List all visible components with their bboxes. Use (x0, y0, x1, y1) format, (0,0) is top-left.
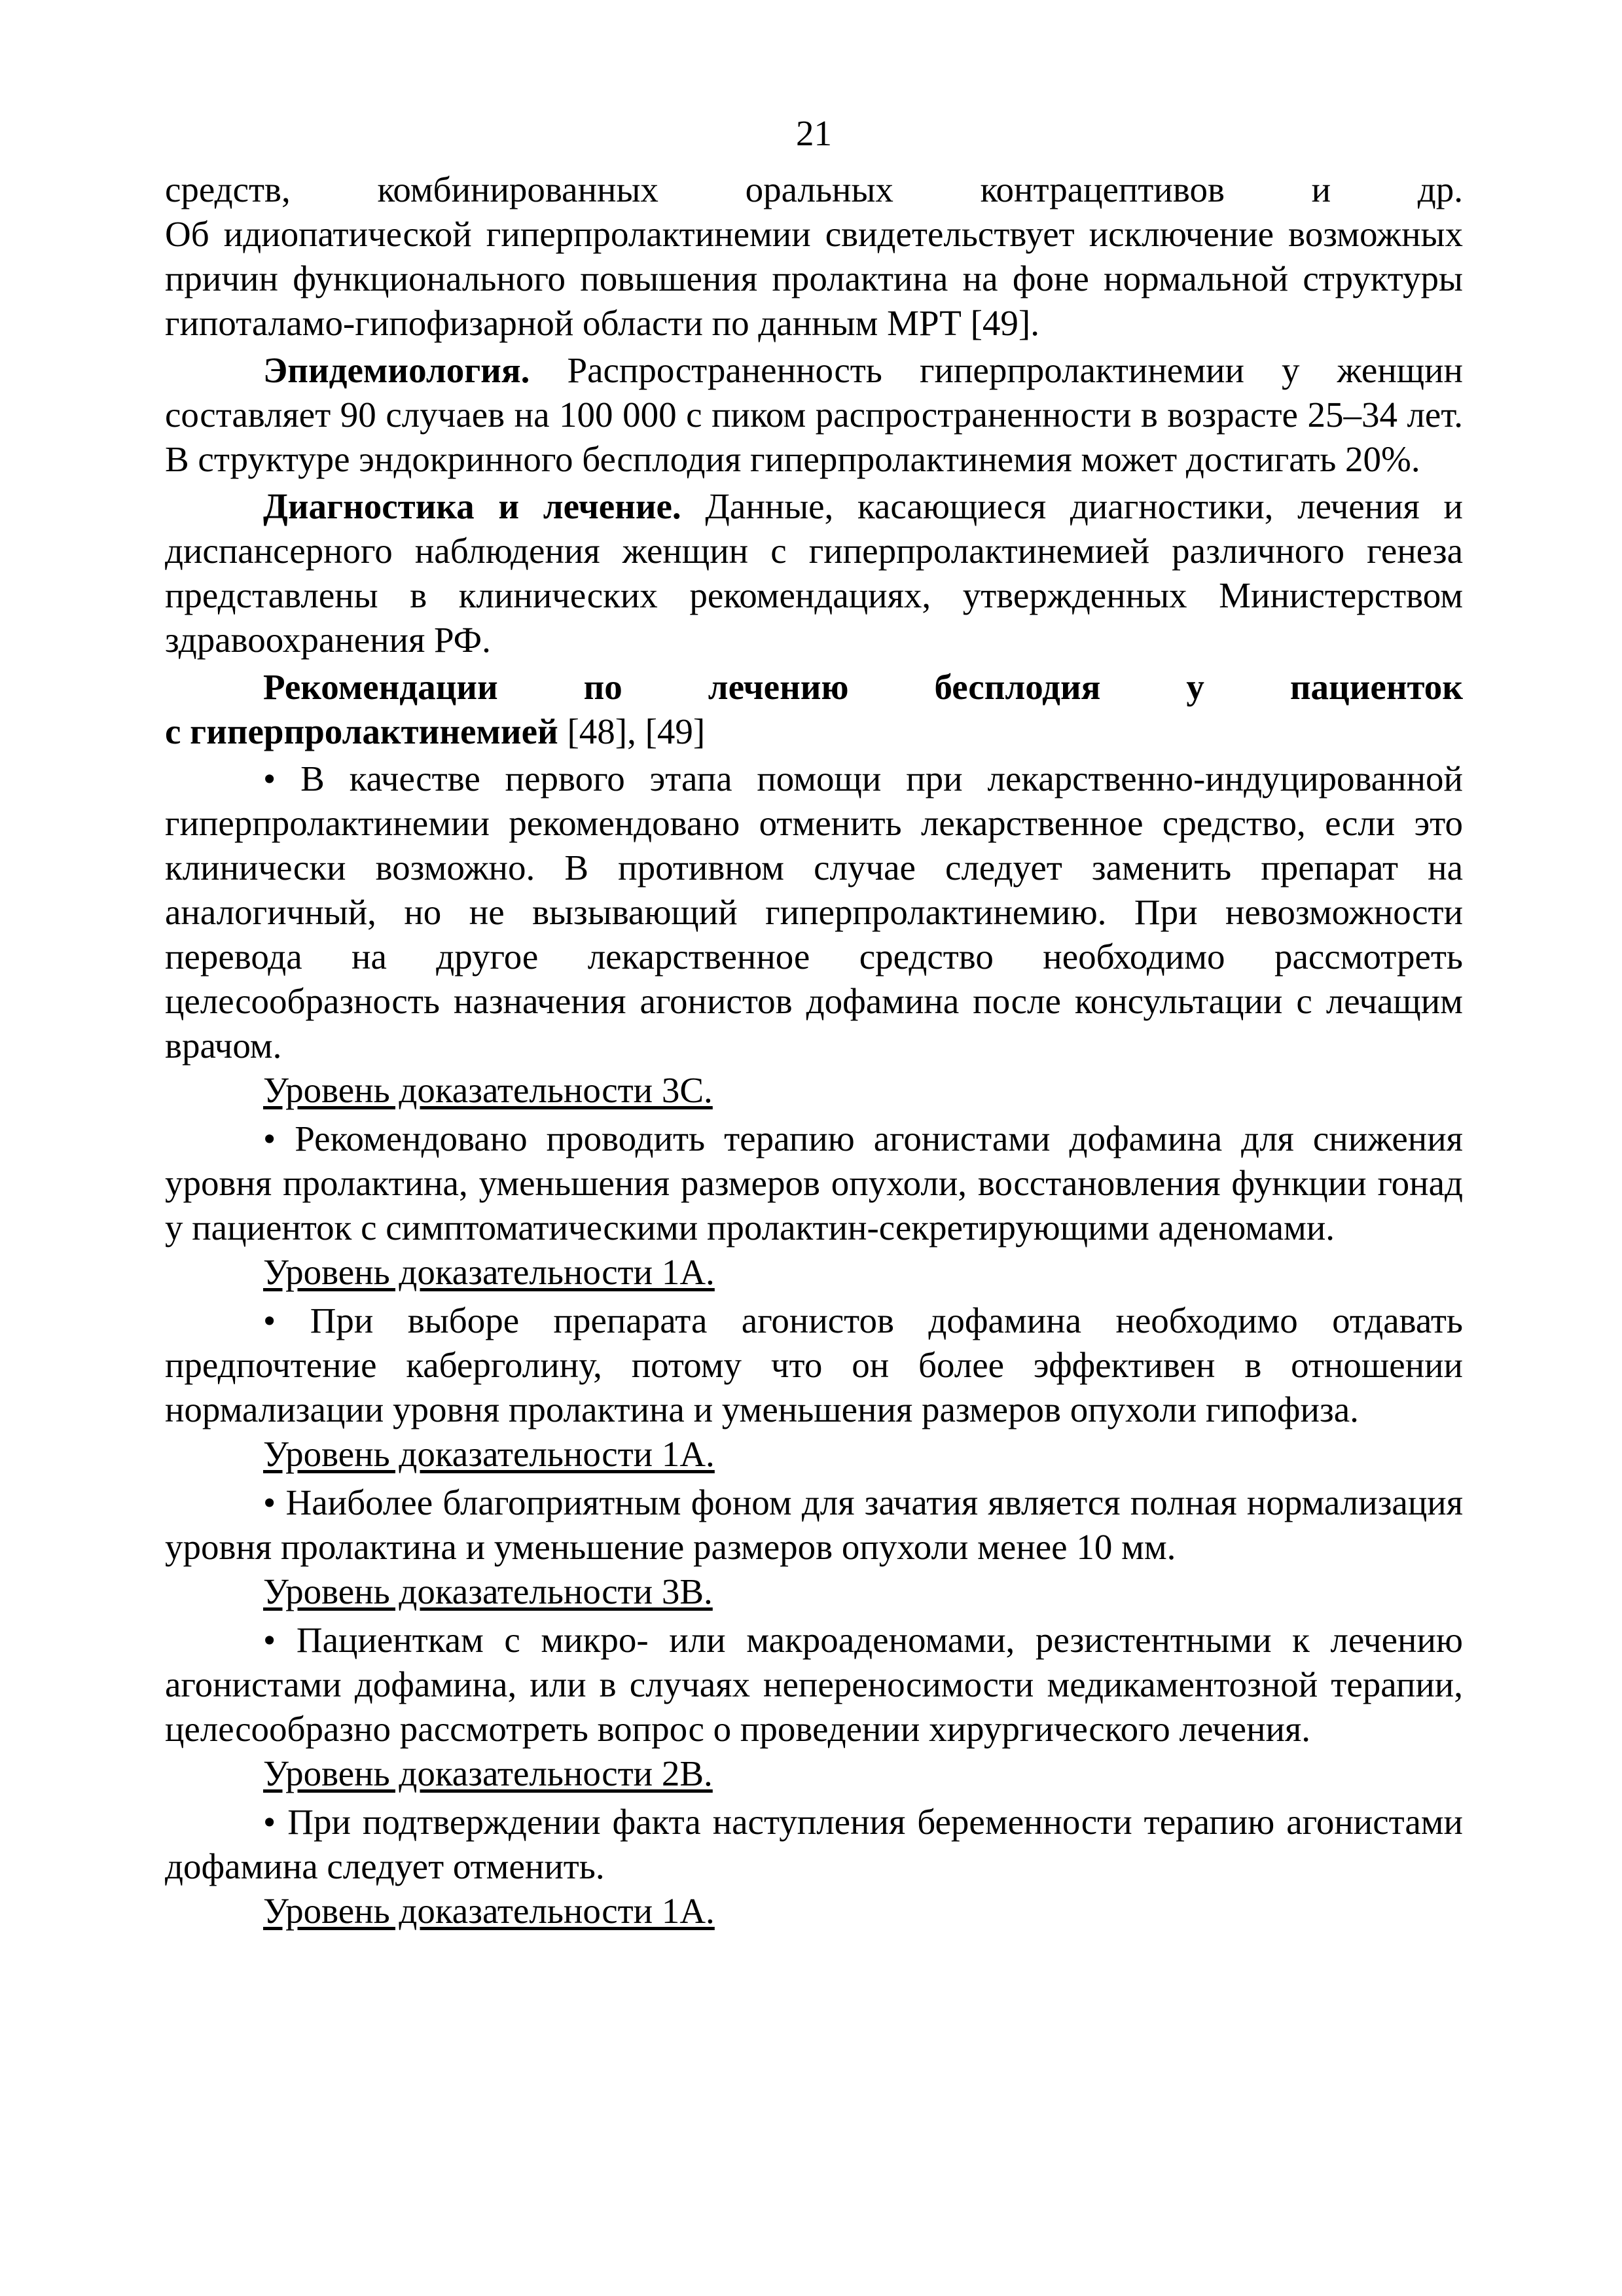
document-page (165, 111, 1463, 1937)
recommendation-4: • Наиболее благоприятным фоном для зачатия является полная нормализация уровня пролактина и уменьшение размеров опухоли менее 10 мм. (165, 1480, 1463, 1570)
recommendation-2: • Рекомендовано проводить терапию агонистами дофамина для снижения уровня пролактина, уменьшения размеров опухоли, восстановления функции гонад у пациенток с симптоматическими пролактин-секретирующими аденомами. (165, 1117, 1463, 1250)
recommendations-refs: [48], [49] (558, 711, 706, 751)
diagnostics-paragraph (165, 484, 1463, 662)
page-number: 21 (796, 113, 832, 153)
recommendation-6: • При подтверждении факта наступления беременности терапию агонистами дофамина следует отменить. (165, 1800, 1463, 1889)
evidence-level-5: Уровень доказательности 2В. (263, 1753, 713, 1793)
recommendations-title-line1: Рекомендации по лечению бесплодия у пациенток (263, 667, 1463, 707)
intro-paragraph: Об идиопатической гиперпролактинемии свидетельствует исключение возможных причин функционального повышения пролактина на фоне нормальной структуры гипоталамо-гипофизарной области по данным МРТ [49]. (165, 214, 1463, 343)
recommendation-1: • В качестве первого этапа помощи при лекарственно-индуцированной гиперпролактинемии рекомендовано отменить лекарственное средство, если это клинически возможно. В противном случае следует заменить препарат на аналогичный, но не вызывающий гиперпролактинемию. При невозможности перевода на другое лекарственное средство необходимо рассмотреть целесообразность назначения агонистов дофамина после консультации с лечащим врачом. (165, 757, 1463, 1068)
epidemiology-paragraph (165, 348, 1463, 482)
recommendation-5: • Пациенткам с микро- или макроаденомами, резистентными к лечению агонистами дофамина, или в случаях непереносимости медикаментозной терапии, целесообразно рассмотреть вопрос о проведении хирургического лечения. (165, 1618, 1463, 1751)
recommendations-title-line2: с гиперпролактинемией [48], [49] (165, 711, 706, 751)
intro-first-line: средств, комбинированных оральных контрацептивов и др. (165, 170, 1463, 209)
diagnostics-heading: Диагностика и лечение. (263, 486, 681, 526)
evidence-level-2: Уровень доказательности 1А. (263, 1252, 715, 1292)
evidence-level-4: Уровень доказательности 3В. (263, 1571, 713, 1611)
evidence-level-3: Уровень доказательности 1А. (263, 1434, 715, 1474)
epidemiology-heading: Эпидемиология. (263, 350, 530, 390)
diagnostics-text: Данные, касающиеся диагностики, лечения и диспансерного наблюдения женщин с гиперпролактинемией различного генеза представлены в клинических рекомендациях, утвержденных Министерством здравоохранения РФ. (165, 486, 1463, 660)
recommendation-3: • При выборе препарата агонистов дофамина необходимо отдавать предпочтение каберголину, потому что он более эффективен в отношении нормализации уровня пролактина и уменьшения размеров опухоли гипофиза. (165, 1299, 1463, 1432)
evidence-level-1: Уровень доказательности 3С. (263, 1070, 713, 1110)
evidence-level-6: Уровень доказательности 1А. (263, 1891, 715, 1931)
epidemiology-text: Распространенность гиперпролактинемии у женщин составляет 90 случаев на 100 000 с пиком распространенности в возрасте 25–34 лет. В структуре эндокринного бесплодия гиперпролактинемия может достигать 20%. (165, 350, 1463, 479)
